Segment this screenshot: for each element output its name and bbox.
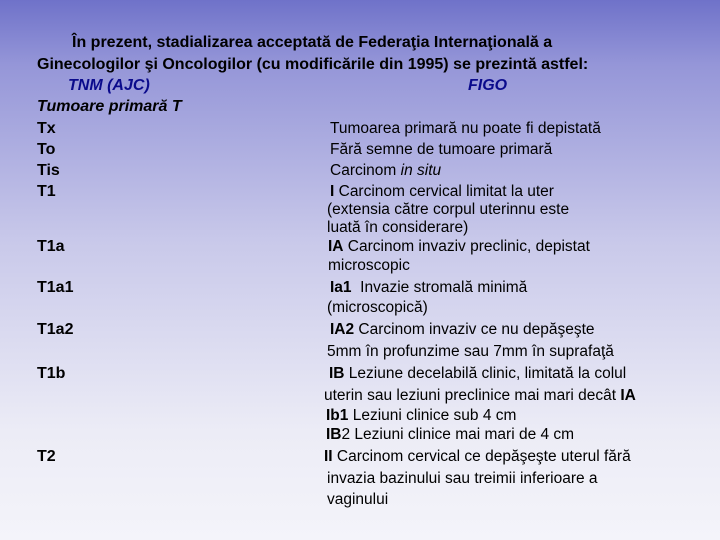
figo-ia-line-2: microscopic	[328, 257, 410, 274]
figo-ia1-text: Invazie stromală minimă	[351, 279, 528, 296]
figo-to-desc: Fără semne de tumoare primară	[330, 141, 553, 158]
figo-ii-text: Carcinom cervical ce depăşeşte uterul fără	[332, 448, 631, 465]
figo-i-line-1	[330, 182, 554, 202]
figo-ii-line-2: invazia bazinului sau treimii inferioare a	[327, 470, 598, 487]
figo-ib2-code: IB	[326, 426, 342, 443]
tnm-code-to: To	[37, 141, 56, 158]
figo-ia2-line-2: 5mm în profunzime sau 7mm în suprafaţă	[327, 343, 614, 360]
tnm-code-tx: Tx	[37, 120, 56, 137]
figo-ib2-text: 2 Leziuni clinice mai mari de 4 cm	[341, 426, 575, 443]
tnm-code-t2: T2	[37, 448, 56, 465]
figo-ib-code: IB	[329, 365, 345, 382]
figo-ia1-line-1	[330, 278, 527, 298]
intro-line-2: Ginecologilor şi Oncologilor (cu modificările din 1995) se prezintă astfel:	[37, 56, 589, 73]
figo-ib1-text: Leziuni clinice sub 4 cm	[348, 407, 517, 424]
figo-ia2-line-1	[330, 320, 595, 340]
figo-i-line-2: (extensia către corpul uterinnu este	[327, 201, 570, 218]
figo-tx-desc: Tumoarea primară nu poate fi depistată	[330, 120, 601, 137]
figo-ib-text: Leziune decelabilă clinic, limitată la colul	[344, 365, 627, 382]
intro-line-1: În prezent, stadializarea acceptată de Federaţia Internaţională a	[72, 34, 553, 51]
figo-ia-code: IA	[328, 238, 344, 255]
figo-i-line-3: luată în considerare)	[327, 219, 469, 236]
figo-ii-line-1	[324, 447, 631, 467]
figo-tis-desc	[330, 161, 441, 181]
figo-ib-line-1	[329, 364, 626, 384]
figo-ia1-line-2: (microscopică)	[327, 299, 428, 316]
figo-i-text: Carcinom cervical limitat la uter	[334, 183, 554, 200]
tnm-header: TNM (AJC)	[68, 77, 150, 94]
figo-ib1-code: Ib1	[326, 407, 349, 424]
figo-ib2-line	[326, 425, 574, 445]
figo-ia2-text: Carcinom invaziv ce nu depăşeşte	[354, 321, 595, 338]
figo-tis-italic: in situ	[400, 162, 442, 179]
figo-i-code: I	[330, 183, 335, 200]
figo-ia-line-1	[328, 237, 590, 257]
tnm-code-tis: Tis	[37, 162, 60, 179]
tnm-code-t1: T1	[37, 183, 56, 200]
figo-ii-code: II	[324, 448, 333, 465]
figo-ib1-line	[326, 406, 516, 426]
figo-tis-prefix: Carcinom	[330, 162, 401, 179]
figo-header: FIGO	[468, 77, 508, 94]
figo-ib-text-2: uterin sau leziuni preclinice mai mari decât	[324, 387, 621, 404]
primary-tumor-label: Tumoare primară T	[37, 98, 182, 115]
tnm-code-t1a2: T1a2	[37, 321, 74, 338]
figo-ib-line-2	[324, 386, 636, 406]
figo-ib-ref-code: IA	[620, 387, 636, 404]
figo-ii-line-3: vaginului	[327, 491, 389, 508]
tnm-code-t1b: T1b	[37, 365, 66, 382]
figo-ia1-code: Ia1	[330, 279, 352, 296]
tnm-code-t1a: T1a	[37, 238, 65, 255]
figo-ia-text: Carcinom invaziv preclinic, depistat	[343, 238, 590, 255]
tnm-code-t1a1: T1a1	[37, 279, 74, 296]
figo-ia2-code: IA2	[330, 321, 355, 338]
